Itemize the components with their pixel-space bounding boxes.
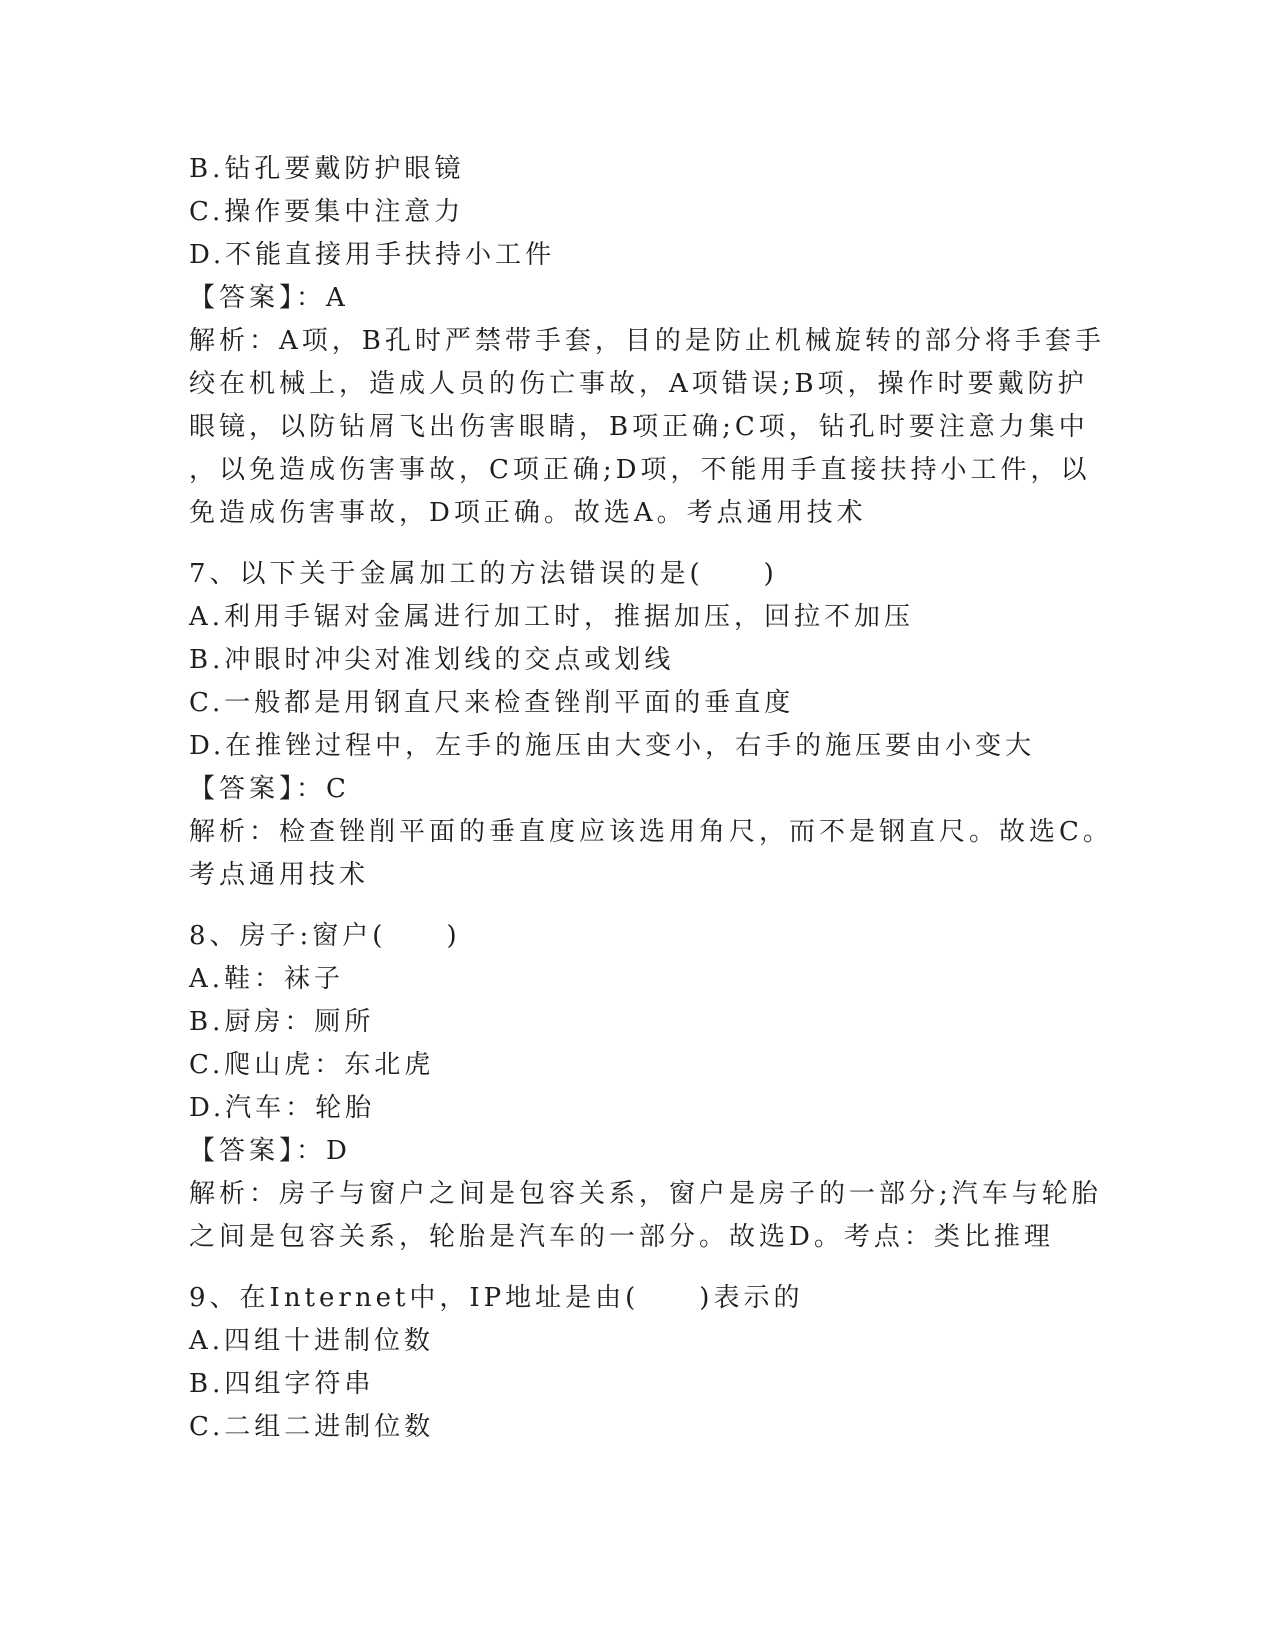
spacer	[189, 1259, 1089, 1277]
q9-option-a: A.四组十进制位数	[189, 1326, 435, 1356]
q7-answer: 【答案】：C	[189, 774, 350, 804]
q9-option-c: C.二组二进制位数	[189, 1412, 435, 1442]
spacer	[189, 535, 1089, 553]
q6-option-c: C.操作要集中注意力	[189, 197, 465, 227]
q8-option-b: B.厨房：厕所	[189, 1007, 375, 1037]
spacer	[189, 897, 1089, 915]
question-text-block	[189, 148, 1113, 1449]
q7-explanation-line: 解析：检查锉削平面的垂直度应该选用角尺，而不是钢直尺。故选C。	[189, 817, 1113, 847]
q6-explanation-line: 免造成伤害事故，D项正确。故选A。考点通用技术	[189, 498, 867, 528]
q6-explanation-line: ，以免造成伤害事故，C项正确;D项，不能用手直接扶持小工件，以	[189, 455, 1091, 485]
q7-explanation-line: 考点通用技术	[189, 860, 370, 890]
q6-answer: 【答案】：A	[189, 283, 349, 313]
q8-explanation-line: 解析：房子与窗户之间是包容关系，窗户是房子的一部分;汽车与轮胎	[189, 1179, 1102, 1209]
q8-option-a: A.鞋：袜子	[189, 964, 345, 994]
q9-option-b: B.四组字符串	[189, 1369, 375, 1399]
q9-question: 9、在Internet中，IP地址是由( )表示的	[189, 1283, 804, 1313]
q6-option-b: B.钻孔要戴防护眼镜	[189, 154, 465, 184]
q6-explanation-line: 解析：A项，B孔时严禁带手套，目的是防止机械旋转的部分将手套手	[189, 326, 1105, 356]
q8-explanation-line: 之间是包容关系，轮胎是汽车的一部分。故选D。考点：类比推理	[189, 1222, 1054, 1252]
q8-answer: 【答案】：D	[189, 1136, 351, 1166]
q7-option-a: A.利用手锯对金属进行加工时，推据加压，回拉不加压	[189, 602, 915, 632]
q6-explanation-line: 绞在机械上，造成人员的伤亡事故，A项错误;B项，操作时要戴防护	[189, 369, 1088, 399]
q6-explanation-line: 眼镜，以防钻屑飞出伤害眼睛，B项正确;C项，钻孔时要注意力集中	[189, 412, 1089, 442]
q7-option-d: D.在推锉过程中，左手的施压由大变小，右手的施压要由小变大	[189, 731, 1036, 761]
q6-option-d: D.不能直接用手扶持小工件	[189, 240, 556, 270]
q7-option-c: C.一般都是用钢直尺来检查锉削平面的垂直度	[189, 688, 795, 718]
q7-question: 7、以下关于金属加工的方法错误的是( )	[189, 559, 778, 589]
q8-option-c: C.爬山虎：东北虎	[189, 1050, 435, 1080]
q8-option-d: D.汽车：轮胎	[189, 1093, 376, 1123]
q8-question: 8、房子:窗户( )	[189, 921, 461, 951]
q7-option-b: B.冲眼时冲尖对准划线的交点或划线	[189, 645, 675, 675]
